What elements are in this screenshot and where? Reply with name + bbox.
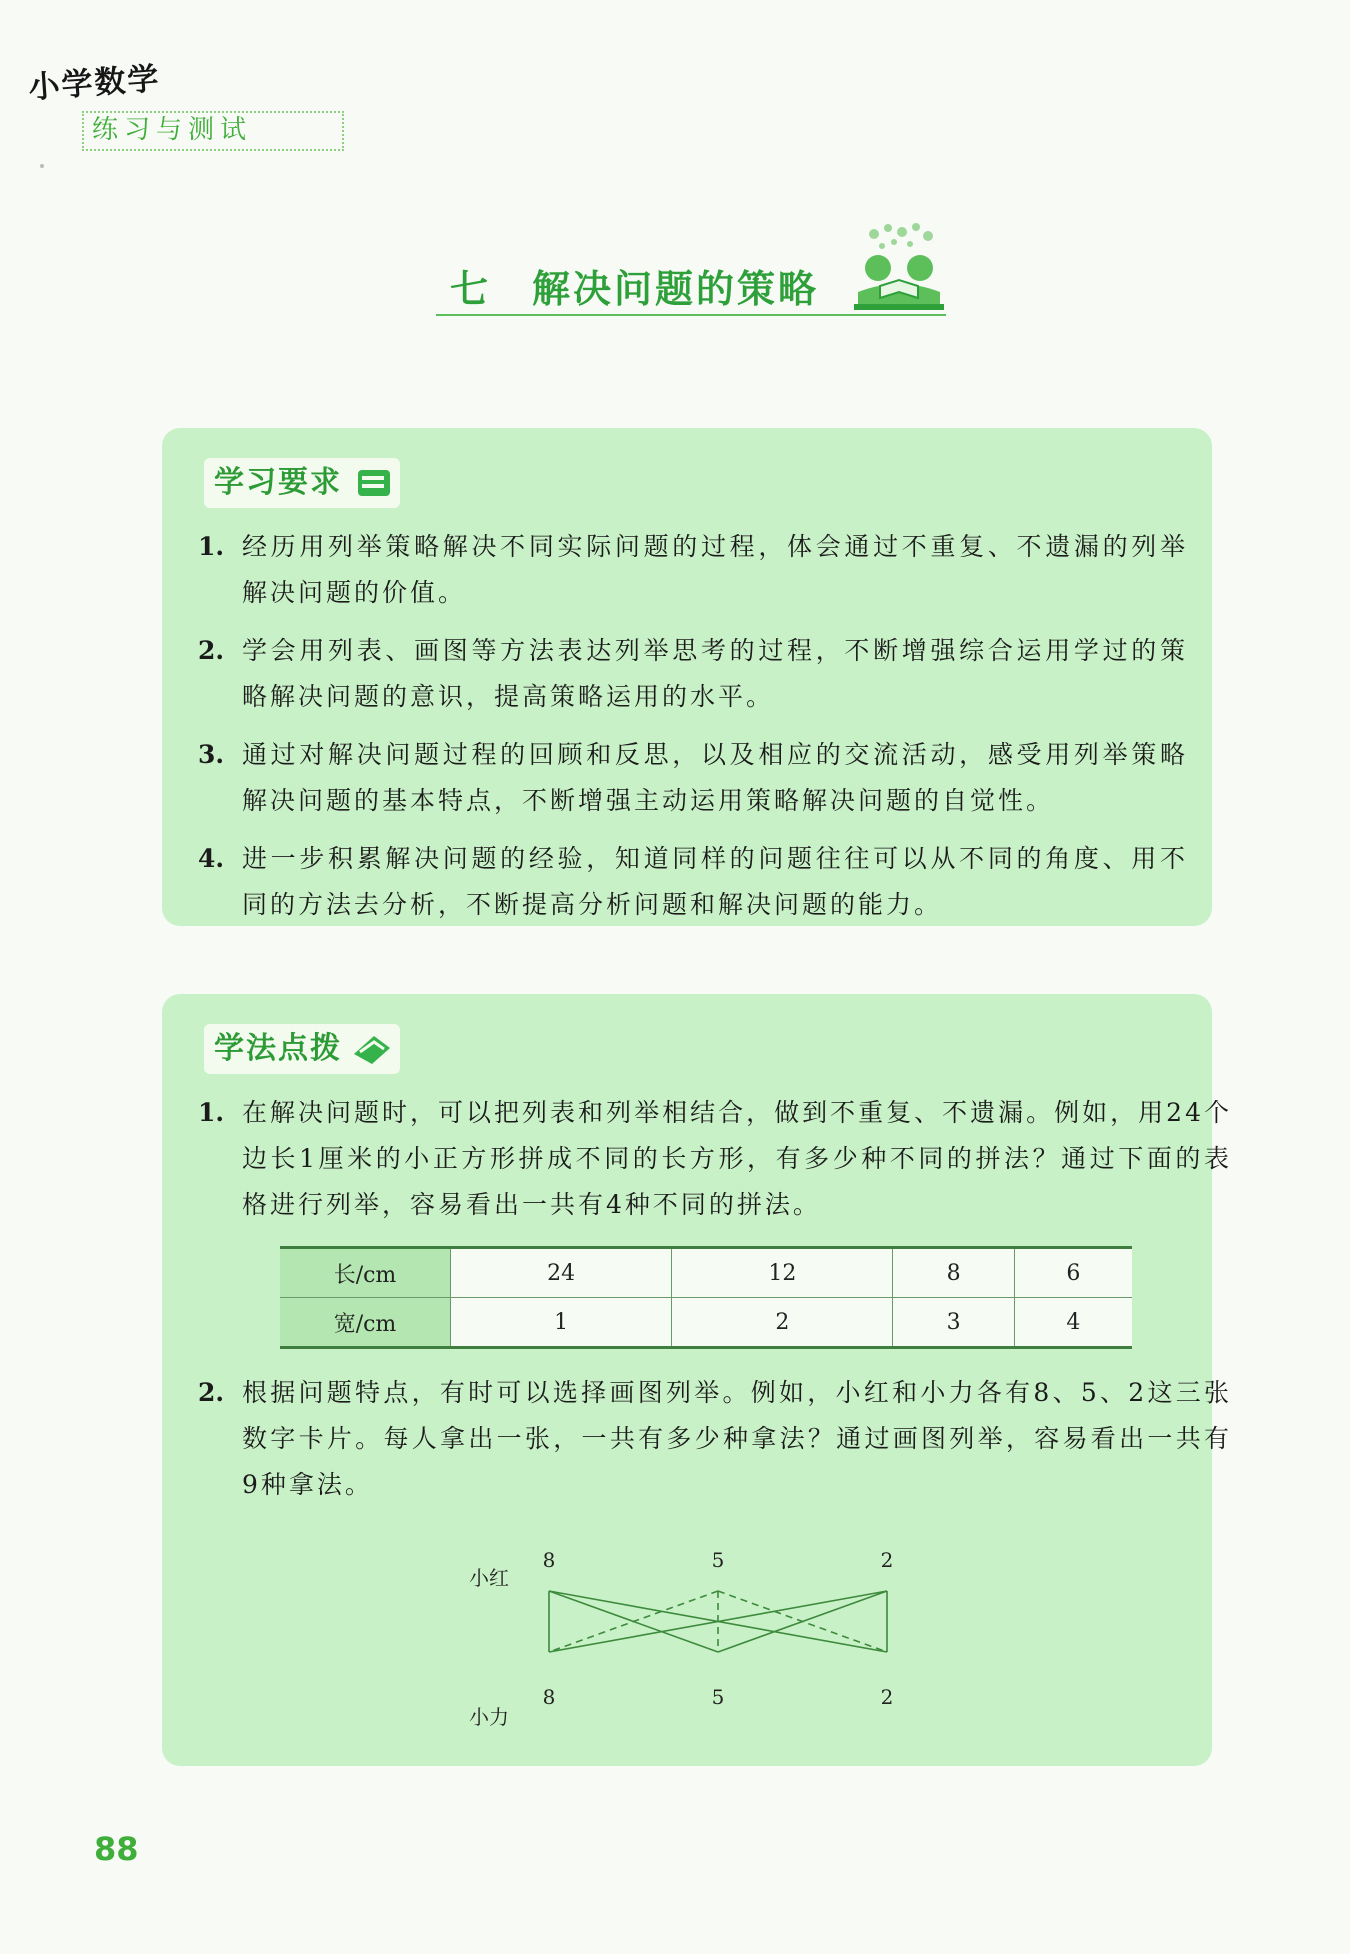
list-item bbox=[198, 836, 1188, 928]
learning-tips-panel bbox=[162, 994, 1232, 1766]
reading-children-icon bbox=[844, 222, 954, 314]
row-header: 长/cm bbox=[280, 1248, 451, 1298]
item-number: 3. bbox=[198, 740, 225, 769]
table-cell: 3 bbox=[893, 1298, 1014, 1348]
card-pairing-diagram bbox=[162, 994, 1212, 1766]
table-cell: 12 bbox=[672, 1248, 893, 1298]
item-text: 根据问题特点，有时可以选择画图列举。例如，小红和小力各有8、5、2这三张数字卡片。每人拿出一张，一共有多少种拿法？通过画图列举，容易看出一共有9种拿法。 bbox=[242, 1378, 1232, 1499]
book-icon bbox=[352, 466, 394, 500]
card-label: 5 bbox=[711, 1685, 725, 1709]
learning-requirements-panel bbox=[162, 428, 1212, 926]
pairing-lines bbox=[549, 1591, 887, 1652]
item-text: 进一步积累解决问题的经验，知道同样的问题往往可以从不同的角度、用不同的方法去分析，不断提高分析问题和解决问题的能力。 bbox=[242, 844, 1188, 919]
item-number: 1. bbox=[198, 1098, 225, 1127]
decorative-dot bbox=[40, 164, 44, 168]
item-number: 2. bbox=[198, 636, 225, 665]
list-item bbox=[198, 524, 1188, 616]
item-number: 4. bbox=[198, 844, 225, 873]
requirements-heading bbox=[204, 458, 400, 508]
item-number: 2. bbox=[198, 1378, 225, 1407]
xiaohong-label: 小红 bbox=[469, 1566, 509, 1590]
xiaoli-label: 小力 bbox=[469, 1705, 509, 1729]
item-text: 学会用列表、画图等方法表达列举思考的过程，不断增强综合运用学过的策略解决问题的意识，提高策略运用的水平。 bbox=[242, 636, 1188, 711]
table-cell: 2 bbox=[672, 1298, 893, 1348]
card-label: 2 bbox=[880, 1685, 894, 1709]
table-cell: 6 bbox=[1014, 1248, 1132, 1298]
series-subtitle: 练习与测试 bbox=[82, 111, 344, 151]
table-cell: 4 bbox=[1014, 1298, 1132, 1348]
tips-heading-text: 学法点拨 bbox=[214, 1031, 342, 1066]
table-cell: 1 bbox=[451, 1298, 672, 1348]
chapter-title: 七 解决问题的策略 bbox=[450, 266, 820, 311]
card-label: 2 bbox=[880, 1548, 894, 1572]
table-cell: 8 bbox=[893, 1248, 1014, 1298]
table-cell: 24 bbox=[451, 1248, 672, 1298]
card-label: 8 bbox=[542, 1548, 556, 1572]
item-text: 在解决问题时，可以把列表和列举相结合，做到不重复、不遗漏。例如，用24个边长1厘米的小正方形拼成不同的长方形，有多少种不同的拼法？通过下面的表格进行列举，容易看出一共有4种不同的拼法。 bbox=[242, 1098, 1232, 1219]
item-number: 1. bbox=[198, 532, 225, 561]
card-label: 5 bbox=[711, 1548, 725, 1572]
list-item bbox=[198, 732, 1188, 824]
item-text: 经历用列举策略解决不同实际问题的过程，体会通过不重复、不遗漏的列举解决问题的价值。 bbox=[242, 532, 1188, 607]
requirements-list bbox=[198, 524, 1188, 940]
item-text: 通过对解决问题过程的回顾和反思，以及相应的交流活动，感受用列举策略解决问题的基本特点，不断增强主动运用策略解决问题的自觉性。 bbox=[242, 740, 1188, 815]
series-title: 小学数学 bbox=[27, 60, 162, 107]
series-header bbox=[27, 60, 344, 151]
card-label: 8 bbox=[542, 1685, 556, 1709]
requirements-heading-text: 学习要求 bbox=[214, 465, 342, 500]
chapter-heading bbox=[436, 252, 946, 316]
row-header: 宽/cm bbox=[280, 1298, 451, 1348]
list-item bbox=[198, 628, 1188, 720]
page-number: 88 bbox=[94, 1830, 139, 1868]
